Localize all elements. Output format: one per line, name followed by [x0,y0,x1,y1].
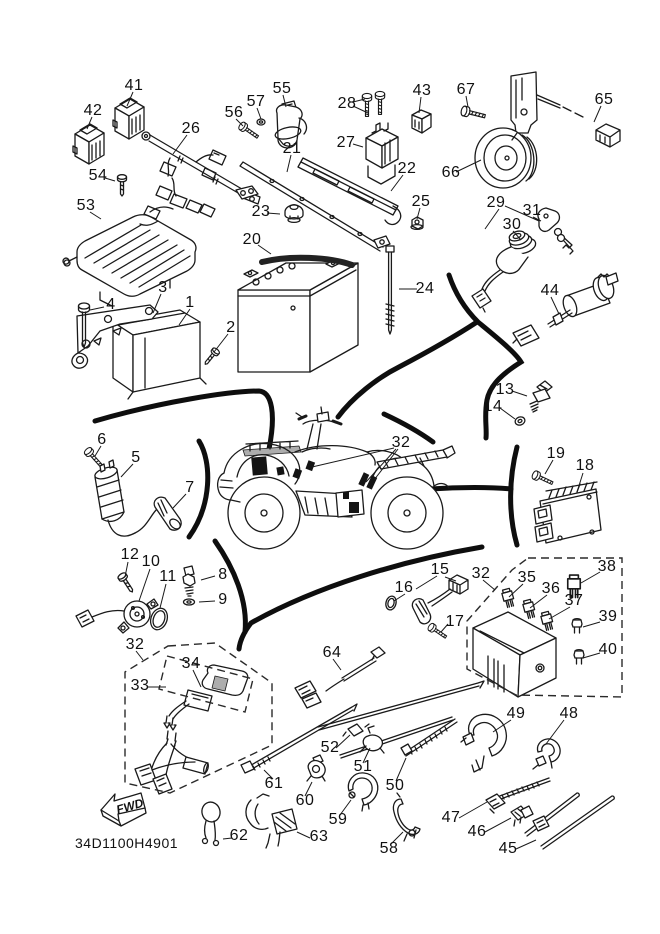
screw-12-illustration [117,572,136,595]
part-label-29: 29 [486,194,506,211]
main-switch-30-illustration [472,229,538,312]
part-code: 34D1100H4901 [75,835,179,851]
part-label-38: 38 [597,558,617,575]
part-label-21: 21 [282,140,302,157]
part-label-23: 23 [251,203,271,220]
atv-vehicle-illustration [218,407,455,549]
part-label-12: 12 [120,546,140,563]
part-label-41: 41 [124,77,144,94]
part-label-49: 49 [506,705,526,722]
part-label-3: 3 [158,279,168,296]
cable-26-illustration [140,132,260,225]
relay-42-illustration [73,124,104,164]
cdi-box-33-34-illustration [135,665,248,794]
pickup-10-illustration [76,599,158,633]
sensor-13-illustration [530,381,552,412]
part-label-35: 35 [517,569,537,586]
washer-9-illustration [184,599,195,605]
clamp-59-illustration [348,773,377,811]
part-label-28: 28 [337,95,357,112]
plug-boot-7-illustration [135,497,182,533]
tie-62-illustration [200,800,223,845]
part-label-67: 67 [456,81,476,98]
part-label-32: 32 [391,434,411,451]
part-label-14: 14 [483,398,503,415]
part-label-45: 45 [498,840,518,857]
part-label-25: 25 [411,193,431,210]
part-label-54: 54 [88,167,108,184]
part-label-22: 22 [397,160,417,177]
part-label-47: 47 [441,809,461,826]
sensor-8-illustration [183,566,195,596]
part-label-53: 53 [76,197,96,214]
ecu-53-illustration [63,215,196,306]
part-label-2: 2 [226,319,236,336]
part-number-labels [77,77,618,857]
cable-tie-52-illustration [318,681,484,736]
part-label-51: 51 [353,758,373,775]
part-label-37: 37 [564,592,584,609]
connector-43-illustration [412,110,431,133]
part-label-55: 55 [272,80,292,97]
relay-27-illustration [366,123,398,184]
bolt-28b-illustration [375,91,384,114]
part-label-43: 43 [412,82,432,99]
screw-19-illustration [531,470,554,487]
keys-31-illustration [538,208,573,254]
part-label-62: 62 [229,827,249,844]
part-label-26: 26 [181,120,201,137]
part-label-42: 42 [83,102,103,119]
part-label-6: 6 [97,431,107,448]
fuse-35-illustration [501,588,515,608]
washer-57-illustration [257,119,265,125]
fwd-label: FWD [114,795,145,817]
part-label-56: 56 [224,104,244,121]
screw-2-illustration [202,347,220,367]
part-label-60: 60 [295,792,315,809]
switch-44-illustration [513,273,618,346]
part-label-30: 30 [502,216,522,233]
clamp-49-illustration [461,714,506,772]
part-label-17: 17 [445,613,465,630]
fuse-39-illustration [572,619,582,633]
part-label-34: 34 [181,655,201,672]
fwd-arrow [101,793,146,826]
clamp-63-illustration [246,794,297,848]
part-label-1: 1 [185,294,195,311]
part-label-46: 46 [467,823,487,840]
part-label-31: 31 [522,202,542,219]
part-label-64: 64 [322,644,342,661]
part-label-52: 52 [320,739,340,756]
part-label-5: 5 [131,449,141,466]
fusebox-illustration [473,612,556,697]
part-label-32: 32 [125,636,145,653]
part-label-58: 58 [379,840,399,857]
part-label-24: 24 [415,280,435,297]
part-label-15: 15 [430,561,450,578]
part-label-44: 44 [540,282,560,299]
part-label-16: 16 [394,579,414,596]
part-label-33: 33 [130,677,150,694]
screw-54-illustration [118,175,127,196]
bolt-67-illustration [460,106,486,121]
plate-22-illustration [298,158,401,224]
part-label-36: 36 [541,580,561,597]
part-label-63: 63 [309,828,329,845]
part-label-40: 40 [598,641,618,658]
part-label-32: 32 [471,565,491,582]
oring-11-illustration [148,606,171,632]
part-label-59: 59 [328,811,348,828]
clamp-58-illustration [393,793,420,841]
part-label-13: 13 [495,381,515,398]
part-label-18: 18 [575,457,595,474]
part-label-57: 57 [246,93,266,110]
part-label-27: 27 [336,134,356,151]
part-label-48: 48 [559,705,579,722]
part-label-11: 11 [159,568,177,585]
part-label-7: 7 [185,479,195,496]
fuse-37-illustration [540,611,554,631]
washer-14-illustration [514,416,526,427]
part-label-8: 8 [218,566,228,583]
part-label-50: 50 [385,777,405,794]
rectifier-18-illustration [534,482,601,543]
part-label-19: 19 [546,445,566,462]
clamp-60-illustration [307,755,325,781]
part-label-9: 9 [218,591,228,608]
bolt-24-illustration [386,246,394,334]
horn-66-illustration [475,72,620,188]
grommet-23-illustration [285,205,303,223]
part-label-66: 66 [441,164,461,181]
fuse-36-illustration [522,599,536,619]
part-label-39: 39 [598,608,618,625]
fuse-40-illustration [574,650,584,664]
part-label-65: 65 [594,91,614,108]
coil-5-illustration [94,460,135,536]
relay-41-illustration [113,98,144,139]
cable-tie-61-illustration [241,704,357,773]
part-label-20: 20 [242,231,262,248]
battery-20-illustration [238,258,358,372]
part-label-4: 4 [106,296,116,313]
part-label-61: 61 [264,775,284,792]
oring-16-illustration [384,595,397,611]
part-label-10: 10 [141,553,161,570]
